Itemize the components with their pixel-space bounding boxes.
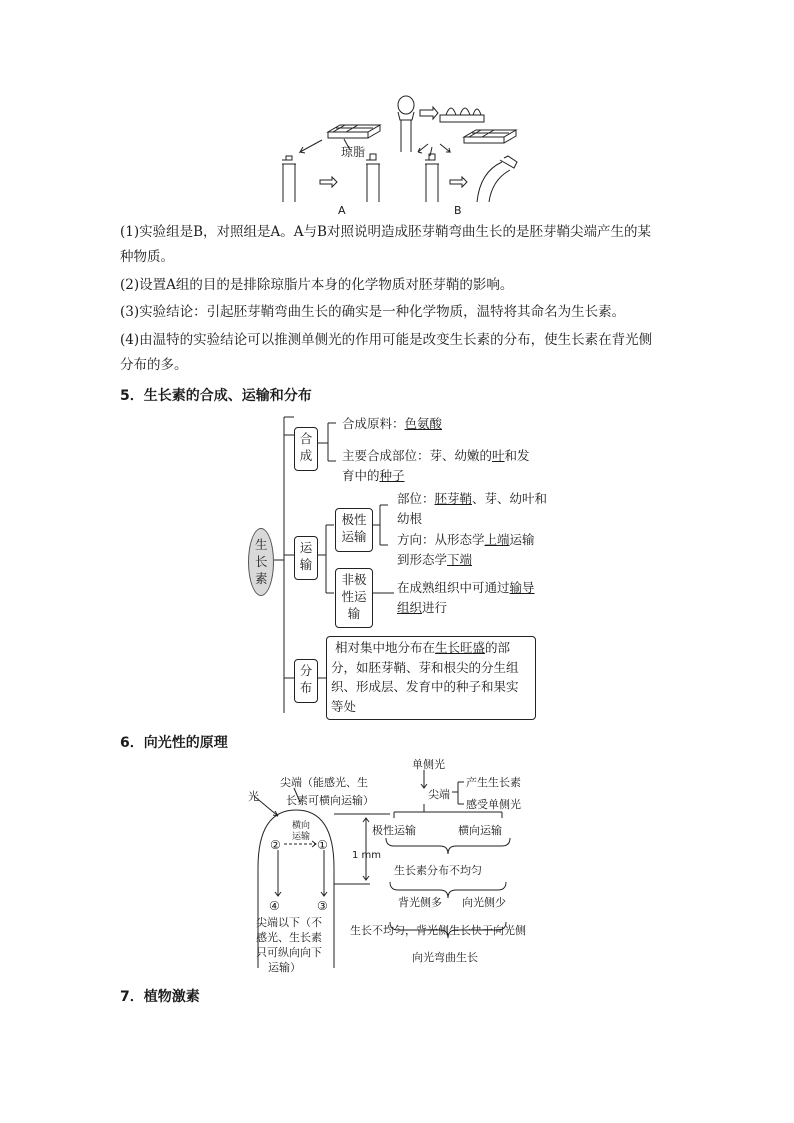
nonpolar-transport-node: 非极性运输 [335,568,373,628]
lateral-label-1: 横向 [292,821,311,831]
polar-transport-site: 部位：胚芽鞘、芽、幼叶和 幼根 [397,491,548,526]
bend-toward-light: 向光弯曲生长 [412,951,478,964]
polar-transport-node: 极性运输 [335,508,373,552]
lateral-transport-flow: 横向运输 [458,824,502,837]
marker-3: ③ [317,899,328,913]
uneven-growth: 生长不均匀，背光侧生长快于向光侧 [350,924,526,937]
auxin-root-node: 生长素 [248,528,274,596]
tip-label: 尖端 [428,788,450,801]
shade-side-more: 背光侧多 [398,896,442,909]
synthesis-raw-material: 合成原料：色氨酸 [342,416,443,431]
section-6-title: 6．向光性的原理 [120,735,228,751]
paragraph-2: (2)设置A组的目的是排除琼脂片本身的化学物质对胚芽鞘的影响。 [120,277,514,293]
below-tip-line-2: 感光、生长素 [256,931,322,944]
unilateral-light: 单侧光 [412,758,445,771]
light-side-less: 向光侧少 [462,896,506,909]
marker-1: ① [317,838,328,852]
section-5-title: 5．生长素的合成、运输和分布 [120,388,312,404]
marker-4: ④ [269,899,280,913]
below-tip-line-1: 尖端以下（不 [256,916,322,929]
transport-node: 运输 [294,536,318,580]
produce-auxin: 产生生长素 [466,776,521,789]
phototropism-diagram [240,758,560,983]
paragraph-4: (4)由温特的实验结论可以推测单侧光的作用可能是改变生长素的分布，使生长素在背光侧 分布的多。 [120,332,653,373]
below-tip-line-3: 只可纵向向下 [256,946,322,959]
label-b: B [454,204,462,217]
polar-transport-flow: 极性运输 [372,824,416,837]
section-7-title: 7．植物激素 [120,989,200,1005]
synthesis-site: 主要合成部位：芽、幼嫩的叶和发 育中的种子 [342,448,530,483]
nonpolar-transport-desc: 在成熟组织中可通过输导 组织进行 [397,580,535,615]
marker-2: ② [270,838,281,852]
sense-light: 感受单侧光 [466,798,521,811]
tip-note-line-1: 尖端（能感光、生 [280,776,368,789]
distribution-node: 分布 [294,659,318,703]
polar-transport-direction: 方向：从形态学上端运输 到形态学下端 [397,532,535,567]
label-a: A [338,204,346,217]
below-tip-line-4: 运输） [268,961,301,974]
light-label: 光 [248,790,259,803]
tip-note-line-2: 长素可横向运输） [286,794,374,807]
paragraph-1: (1)实验组是B，对照组是A。A与B对照说明造成胚芽鞘弯曲生长的是胚芽鞘尖端产生的某 种物质。 [120,224,651,265]
distribution-desc: 相对集中地分布在生长旺盛的部 分，如胚芽鞘、芽和根尖的分生组 织、形成层、发育中的种子和果实 等处 [326,636,536,720]
distance-label: 1 mm [352,850,382,861]
agar-label: 琼脂 [341,145,366,159]
lateral-label-2: 运输 [292,832,311,842]
uneven-distribution: 生长素分布不均匀 [394,864,482,877]
synthesis-node: 合成 [294,427,318,471]
went-experiment-figure [270,92,530,217]
paragraph-3: (3)实验结论：引起胚芽鞘弯曲生长的确实是一种化学物质，温特将其命名为生长素。 [120,304,626,320]
